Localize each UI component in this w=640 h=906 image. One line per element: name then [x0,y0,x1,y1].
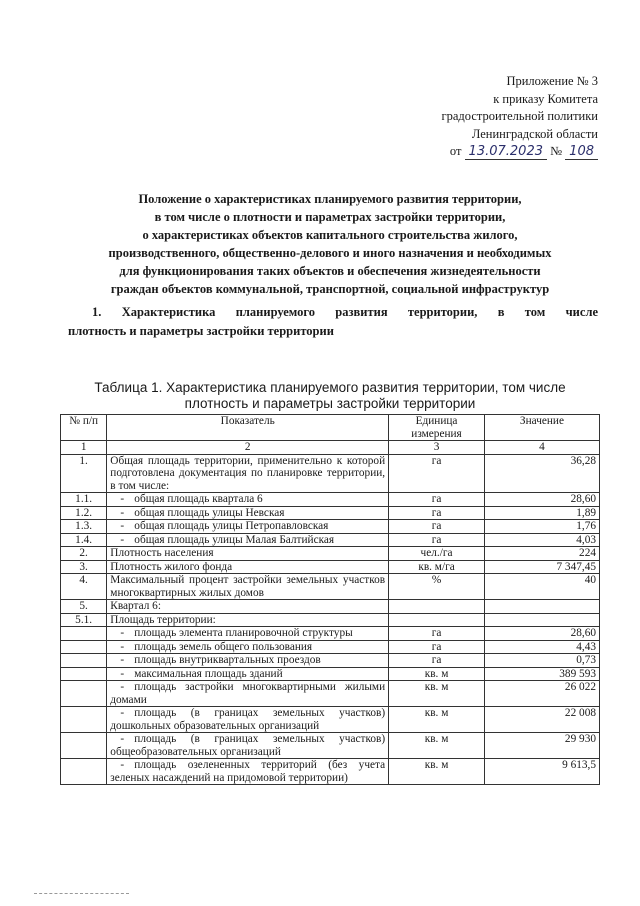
bullet-dash: - [120,627,125,639]
bullet-dash: - [120,707,125,719]
table-row [61,574,600,600]
bullet-dash: - [120,667,125,680]
row-value: 224 [484,547,599,561]
row-number [61,667,107,681]
row-value: 7 347,45 [484,560,599,574]
table-caption-line: Таблица 1. Характеристика планируемого развития территории, том числе [94,380,566,395]
row-unit [389,600,485,614]
row-value: 4,43 [484,640,599,654]
row-value: 26 022 [484,681,599,707]
title-line: в том числе о плотности и параметрах застройки территории, [154,210,506,224]
bullet-dash: - [120,759,125,771]
index-cell: 3 [389,441,485,455]
row-indicator [107,627,389,641]
row-number [61,759,107,785]
section-heading [68,303,598,341]
bullet-dash: - [120,640,125,653]
indicator-text: Максимальный процент застройки земельных участков многоквартирных жилых домов [110,574,386,599]
row-number: 1.3. [61,520,107,534]
row-indicator [107,547,389,561]
indicator-text: Плотность населения [110,547,214,559]
table-body [61,454,600,785]
row-unit: кв. м [389,667,485,681]
appendix-header [358,73,598,161]
title-line: для функционирования таких объектов и обеспечения жизнедеятельности [119,264,541,278]
table-row [61,759,600,785]
title-line: производственного, общественно-делового и иного назначения и необходимых [108,246,552,260]
row-value: 1,89 [484,506,599,520]
table-caption [60,380,600,412]
indicator-text: Площадь территории: [110,613,216,626]
table-row [61,627,600,641]
indicator-text: площадь застройки многоквартирными жилыми домами [110,681,386,706]
section-heading-line: плотность и параметры застройки территории [68,324,334,338]
table-row [61,547,600,561]
row-number: 1.2. [61,506,107,520]
header-indicator: Показатель [107,415,389,441]
row-unit: кв. м [389,681,485,707]
indicator-text: Общая площадь территории, применительно к которой подготовлена документация по планировке территории, в том числе: [110,454,386,492]
indicator-text: Плотность жилого фонда [110,560,233,573]
row-value: 4,03 [484,533,599,547]
title-line: граждан объектов коммунальной, транспортной, социальной инфраструктур [110,282,550,296]
row-unit: га [389,493,485,507]
row-unit: га [389,640,485,654]
row-number: 2. [61,547,107,561]
characteristics-table [60,414,600,785]
row-indicator [107,574,389,600]
section-heading-line: 1. Характеристика планируемого развития территории, в том числе [92,305,598,319]
table-header-row [61,415,600,441]
row-unit: кв. м/га [389,560,485,574]
indicator-text: площадь внутриквартальных проездов [134,654,321,666]
row-unit: кв. м [389,707,485,733]
bullet-dash: - [120,533,125,546]
indicator-text: общая площадь квартала 6 [134,493,263,505]
table-row [61,454,600,493]
row-indicator [107,613,389,627]
row-indicator [107,600,389,614]
row-number [61,707,107,733]
row-value: 40 [484,574,599,600]
row-number [61,733,107,759]
row-indicator [107,533,389,547]
table-row [61,506,600,520]
row-number: 1.1. [61,493,107,507]
row-unit: га [389,533,485,547]
row-unit: % [389,574,485,600]
row-number: 1.4. [61,533,107,547]
row-unit: чел./га [389,547,485,561]
indicator-text: общая площадь улицы Малая Балтийская [134,533,335,546]
indicator-text: площадь элемента планировочной структуры [134,627,353,639]
table-caption-line: плотность и параметры застройки территории [184,396,476,411]
bullet-dash: - [120,733,125,745]
order-date-line [358,143,598,161]
row-value: 36,28 [484,454,599,493]
table-row [61,707,600,733]
order-number: 108 [565,144,598,160]
row-unit [389,613,485,627]
indicator-text: площадь (в границах земельных участков) дошкольных образовательных организаций [110,707,386,732]
row-value: 1,76 [484,520,599,534]
row-unit: га [389,454,485,493]
row-value: 9 613,5 [484,759,599,785]
appendix-committee: градостроительной политики [441,109,598,123]
row-value: 29 930 [484,733,599,759]
order-from-label: от [449,144,462,158]
row-value: 28,60 [484,493,599,507]
indicator-text: площадь (в границах земельных участков) общеобразовательных организаций [110,733,386,758]
row-indicator [107,733,389,759]
row-unit: га [389,654,485,668]
row-indicator [107,560,389,574]
row-unit: кв. м [389,733,485,759]
row-number [61,681,107,707]
row-value: 0,73 [484,654,599,668]
row-indicator [107,640,389,654]
bullet-dash: - [120,520,125,532]
row-indicator [107,707,389,733]
index-cell: 4 [484,441,599,455]
row-number: 3. [61,560,107,574]
row-value: 28,60 [484,627,599,641]
row-number: 4. [61,574,107,600]
row-value [484,613,599,627]
table-row [61,681,600,707]
indicator-text: общая площадь улицы Петропавловская [134,520,329,532]
row-number [61,640,107,654]
bullet-dash: - [120,654,125,666]
bullet-dash: - [120,506,125,519]
indicator-text: площадь озелененных территорий (без учета зеленых насаждений на придомовой территории) [110,759,386,784]
table-row [61,733,600,759]
bullet-dash: - [120,493,125,505]
table-index-row [61,441,600,455]
indicator-text: Квартал 6: [110,600,161,612]
title-line: о характеристиках объектов капитального строительства жилого, [142,228,518,242]
row-unit: га [389,627,485,641]
row-indicator [107,493,389,507]
order-date: 13.07.2023 [465,144,547,160]
row-indicator [107,654,389,668]
row-number [61,654,107,668]
header-num: № п/п [61,415,107,441]
row-value: 22 008 [484,707,599,733]
table-row [61,640,600,654]
header-value: Значение [484,415,599,441]
row-number: 5.1. [61,613,107,627]
indicator-text: общая площадь улицы Невская [134,506,285,519]
row-indicator [107,667,389,681]
index-cell: 1 [61,441,107,455]
table-row [61,654,600,668]
row-indicator [107,759,389,785]
indicator-text: площадь земель общего пользования [134,640,313,653]
row-value: 389 593 [484,667,599,681]
document-title [60,190,600,298]
row-unit: га [389,520,485,534]
indicator-text: максимальная площадь зданий [134,667,283,680]
table-row [61,667,600,681]
table-row [61,493,600,507]
row-number: 1. [61,454,107,493]
appendix-order-ref: к приказу Комитета [493,91,598,106]
row-unit: кв. м [389,759,485,785]
table-row [61,520,600,534]
appendix-number: Приложение № 3 [506,74,598,88]
title-line: Положение о характеристиках планируемого развития территории, [138,192,522,206]
table-row [61,533,600,547]
appendix-region: Ленинградской области [471,126,598,141]
index-cell: 2 [107,441,389,455]
row-number: 5. [61,600,107,614]
row-unit: га [389,506,485,520]
order-number-label: № [550,144,563,158]
row-indicator [107,681,389,707]
row-number [61,627,107,641]
row-value [484,600,599,614]
row-indicator [107,506,389,520]
header-unit: Единица измерения [389,415,485,441]
row-indicator [107,520,389,534]
table-row [61,560,600,574]
row-indicator [107,454,389,493]
bullet-dash: - [120,681,125,693]
table-row [61,613,600,627]
page-edge-mark [34,893,129,896]
table-row [61,600,600,614]
